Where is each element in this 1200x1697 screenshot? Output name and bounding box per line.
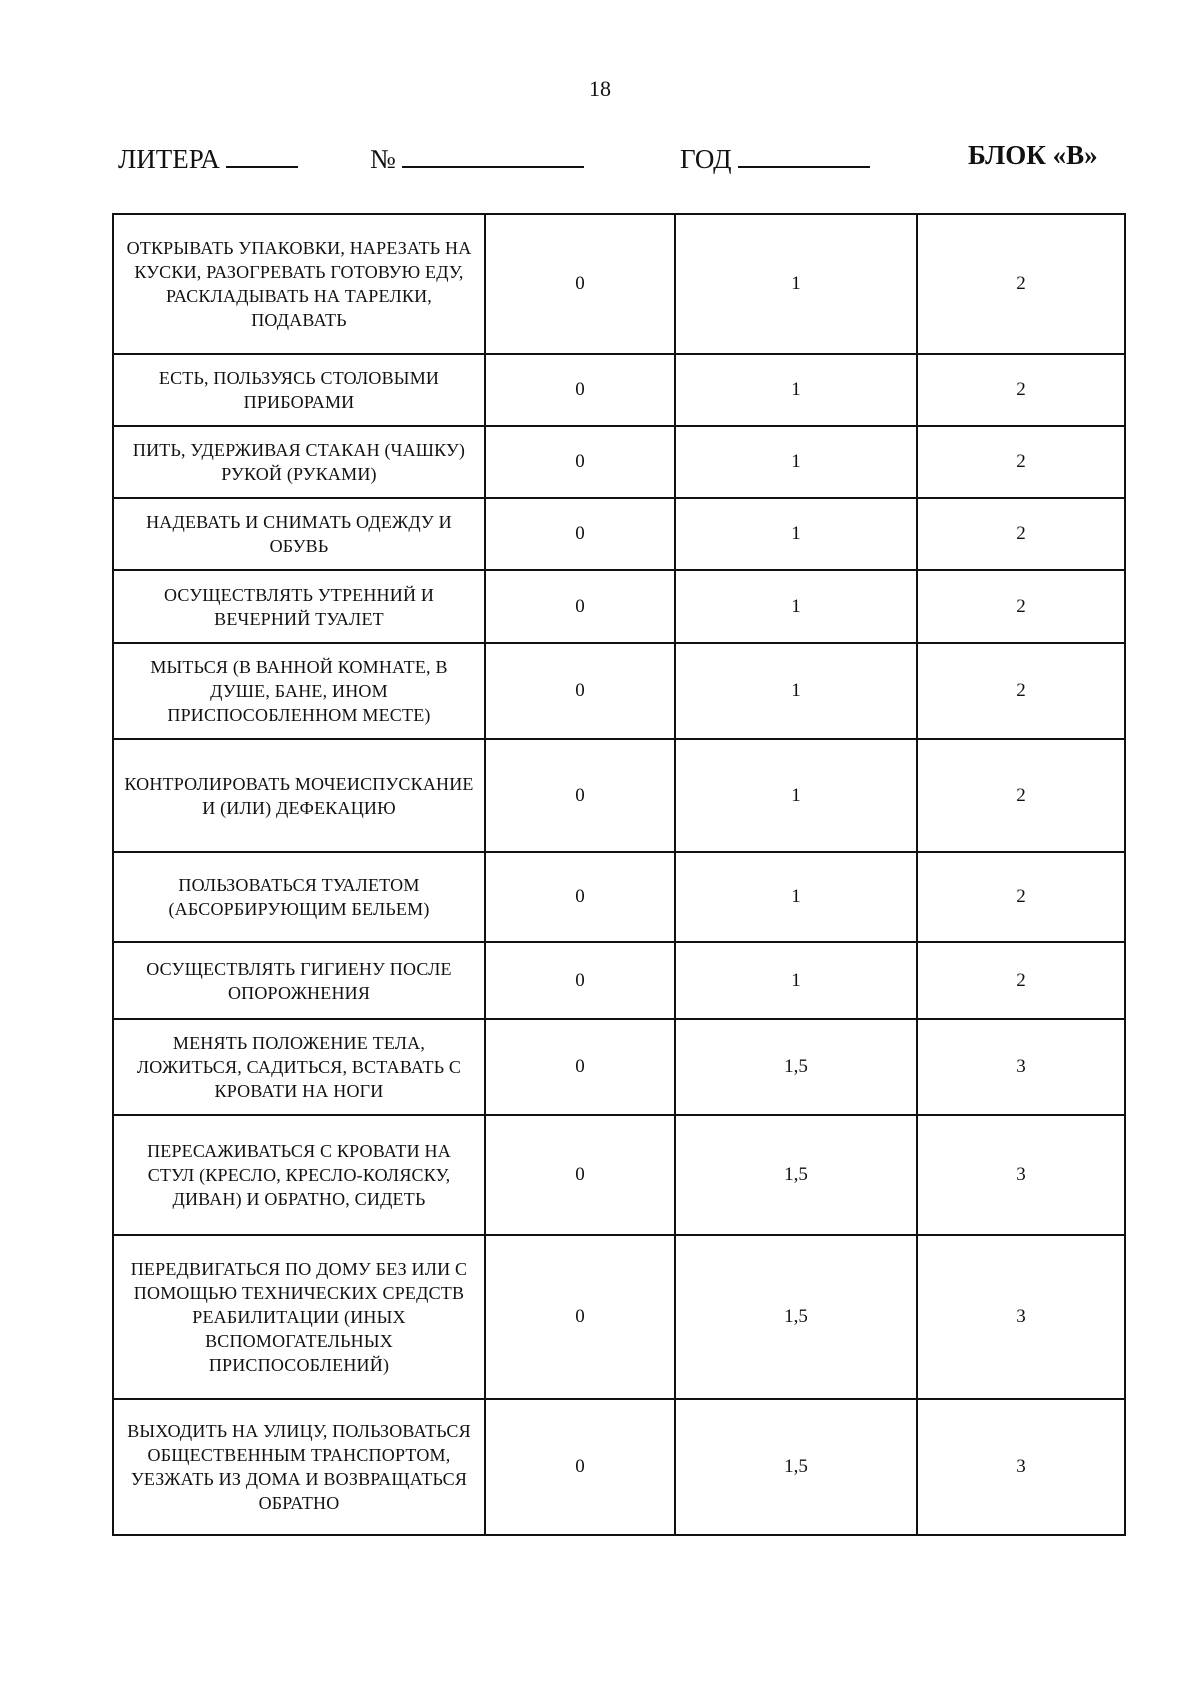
score-1-cell[interactable]: 1 [675,498,917,570]
activity-cell: МЕНЯТЬ ПОЛОЖЕНИЕ ТЕЛА, ЛОЖИТЬСЯ, САДИТЬСЯ, ВСТАВАТЬ С КРОВАТИ НА НОГИ [113,1019,485,1115]
table-row [113,354,1125,426]
year-blank[interactable] [738,140,870,168]
score-2-cell[interactable]: 2 [917,498,1125,570]
block-title: БЛОК «В» [968,140,1098,170]
score-1-cell[interactable]: 1 [675,739,917,852]
score-2-cell[interactable]: 3 [917,1235,1125,1399]
score-1-cell[interactable]: 1,5 [675,1019,917,1115]
number-blank[interactable] [402,140,584,168]
activity-cell: ПЕРЕДВИГАТЬСЯ ПО ДОМУ БЕЗ ИЛИ С ПОМОЩЬЮ ТЕХНИЧЕСКИХ СРЕДСТВ РЕАБИЛИТАЦИИ (ИНЫХ ВСПОМОГАТЕЛЬНЫХ ПРИСПОСОБЛЕНИЙ) [113,1235,485,1399]
table-row [113,739,1125,852]
score-1-cell[interactable]: 1 [675,354,917,426]
activity-cell: ПЕРЕСАЖИВАТЬСЯ С КРОВАТИ НА СТУЛ (КРЕСЛО, КРЕСЛО-КОЛЯСКУ, ДИВАН) И ОБРАТНО, СИДЕТЬ [113,1115,485,1235]
activity-cell: ОСУЩЕСТВЛЯТЬ УТРЕННИЙ И ВЕЧЕРНИЙ ТУАЛЕТ [113,570,485,643]
score-2-cell[interactable]: 2 [917,643,1125,739]
score-2-cell[interactable]: 2 [917,354,1125,426]
table-row [113,1399,1125,1535]
litera-label: ЛИТЕРА [118,144,220,174]
score-1-cell[interactable]: 1 [675,852,917,942]
activity-cell: ЕСТЬ, ПОЛЬЗУЯСЬ СТОЛОВЫМИ ПРИБОРАМИ [113,354,485,426]
activity-cell: ВЫХОДИТЬ НА УЛИЦУ, ПОЛЬЗОВАТЬСЯ ОБЩЕСТВЕННЫМ ТРАНСПОРТОМ, УЕЗЖАТЬ ИЗ ДОМА И ВОЗВРАЩАТЬСЯ ОБРАТНО [113,1399,485,1535]
score-1-cell[interactable]: 1 [675,942,917,1019]
score-1-cell[interactable]: 1,5 [675,1399,917,1535]
page-number: 18 [589,76,611,101]
score-2-cell[interactable]: 2 [917,214,1125,354]
score-0-cell[interactable]: 0 [485,214,675,354]
score-1-cell[interactable]: 1 [675,426,917,498]
score-2-cell[interactable]: 3 [917,1019,1125,1115]
table-row [113,214,1125,354]
table-row [113,498,1125,570]
litera-blank[interactable] [226,140,298,168]
score-2-cell[interactable]: 2 [917,570,1125,643]
score-0-cell[interactable]: 0 [485,498,675,570]
year-label: ГОД [680,144,732,174]
table-row [113,1235,1125,1399]
score-0-cell[interactable]: 0 [485,643,675,739]
table-row [113,570,1125,643]
table-row [113,1115,1125,1235]
score-2-cell[interactable]: 2 [917,852,1125,942]
score-0-cell[interactable]: 0 [485,739,675,852]
activity-cell: ОТКРЫВАТЬ УПАКОВКИ, НАРЕЗАТЬ НА КУСКИ, РАЗОГРЕВАТЬ ГОТОВУЮ ЕДУ, РАСКЛАДЫВАТЬ НА ТАРЕЛКИ, ПОДАВАТЬ [113,214,485,354]
score-2-cell[interactable]: 3 [917,1115,1125,1235]
activity-cell: МЫТЬСЯ (В ВАННОЙ КОМНАТЕ, В ДУШЕ, БАНЕ, ИНОМ ПРИСПОСОБЛЕННОМ МЕСТЕ) [113,643,485,739]
score-1-cell[interactable]: 1 [675,570,917,643]
score-0-cell[interactable]: 0 [485,1235,675,1399]
table-row [113,942,1125,1019]
assessment-table [112,213,1126,1536]
score-1-cell[interactable]: 1 [675,214,917,354]
score-2-cell[interactable]: 2 [917,739,1125,852]
activity-cell: ОСУЩЕСТВЛЯТЬ ГИГИЕНУ ПОСЛЕ ОПОРОЖНЕНИЯ [113,942,485,1019]
score-0-cell[interactable]: 0 [485,570,675,643]
activity-cell: ПИТЬ, УДЕРЖИВАЯ СТАКАН (ЧАШКУ) РУКОЙ (РУКАМИ) [113,426,485,498]
score-0-cell[interactable]: 0 [485,354,675,426]
score-2-cell[interactable]: 2 [917,942,1125,1019]
score-0-cell[interactable]: 0 [485,426,675,498]
table-row [113,1019,1125,1115]
score-0-cell[interactable]: 0 [485,942,675,1019]
score-1-cell[interactable]: 1 [675,643,917,739]
activity-cell: ПОЛЬЗОВАТЬСЯ ТУАЛЕТОМ (АБСОРБИРУЮЩИМ БЕЛЬЕМ) [113,852,485,942]
number-label: № [370,144,396,174]
activity-cell: КОНТРОЛИРОВАТЬ МОЧЕИСПУСКАНИЕ И (ИЛИ) ДЕФЕКАЦИЮ [113,739,485,852]
score-0-cell[interactable]: 0 [485,852,675,942]
form-header [118,140,1103,182]
activity-cell: НАДЕВАТЬ И СНИМАТЬ ОДЕЖДУ И ОБУВЬ [113,498,485,570]
number-field [370,140,584,175]
score-2-cell[interactable]: 2 [917,426,1125,498]
score-0-cell[interactable]: 0 [485,1019,675,1115]
score-2-cell[interactable]: 3 [917,1399,1125,1535]
table-row [113,852,1125,942]
year-field [680,140,870,175]
table-row [113,643,1125,739]
score-0-cell[interactable]: 0 [485,1399,675,1535]
score-1-cell[interactable]: 1,5 [675,1115,917,1235]
table-row [113,426,1125,498]
score-1-cell[interactable]: 1,5 [675,1235,917,1399]
litera-field [118,140,298,175]
score-0-cell[interactable]: 0 [485,1115,675,1235]
